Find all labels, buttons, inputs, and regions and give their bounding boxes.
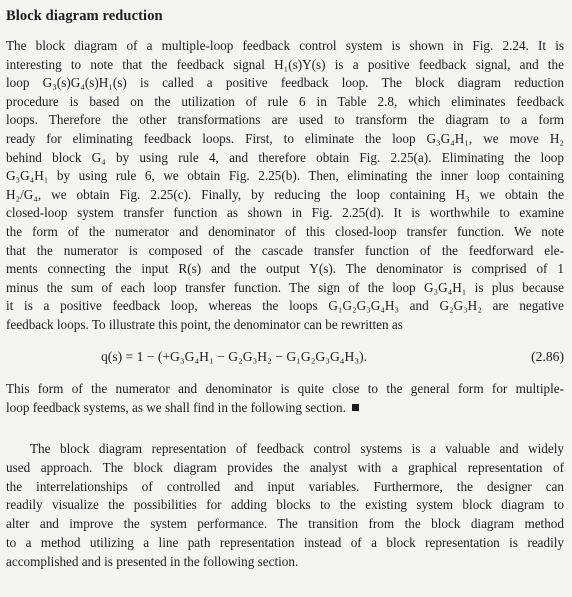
text-line: loops. Therefore the other transformations are used to transform the diagram to a form	[6, 112, 564, 128]
text-line-content: loop feedback systems, as we shall find in the following section.	[6, 399, 346, 415]
text-line: feedback loops. To illustrate this point, the denominator can be rewritten as	[6, 316, 403, 332]
text-line: loop G₃(s)G₄(s)H₁(s) is called a positive feedback loop. The block diagram reduction	[6, 75, 564, 91]
section-heading: Block diagram reduction	[6, 8, 163, 24]
end-of-example-mark	[352, 404, 359, 411]
paragraph-1	[6, 37, 564, 335]
text-line: H₂/G₄, we obtain Fig. 2.25(c). Finally, by reducing the loop containing H₃ we obtain the	[6, 186, 564, 202]
text-line: G₃G₄H₁ by using rule 6, we obtain Fig. 2.25(b). Then, eliminating the inner loop containing	[6, 168, 564, 184]
text-line: behind block G₄ by using rule 4, and therefore obtain Fig. 2.25(a). Eliminating the loop	[6, 149, 564, 165]
equation-row	[6, 349, 564, 369]
text-line-content: The block diagram representation of feedback control systems is a valuable and widely	[30, 441, 564, 456]
equation-number: (2.86)	[531, 349, 564, 364]
text-line: procedure is based on the utilization of rule 6 in Table 2.8, which eliminates feedback	[6, 93, 564, 109]
text-line: alter and improve the system performance. The transition from the block diagram method	[6, 516, 564, 532]
text-line: The block diagram of a multiple-loop feedback control system is shown in Fig. 2.24. It is	[6, 38, 564, 53]
text-line	[6, 399, 564, 418]
equation: q(s) = 1 − (+G₃G₄H₁ − G₂G₃H₂ − G₁G₂G₃G₄H₃).	[101, 349, 368, 364]
paragraph-2	[6, 380, 564, 417]
text-line: the form of the numerator and denominator of this closed-loop transfer function. We note	[6, 223, 564, 239]
text-line: closed-loop system transfer function as shown in Fig. 2.25(d). It is worthwhile to examine	[6, 205, 564, 221]
text-line: This form of the numerator and denominator is quite close to the general form for multiple-	[6, 381, 564, 396]
paragraph-3	[6, 440, 564, 572]
text-line: used approach. The block diagram provides the analyst with a graphical representation of	[6, 459, 564, 475]
text-line: interesting to note that the feedback signal H₁(s)Y(s) is a positive feedback signal, and the	[6, 56, 564, 72]
text-line: ready for eliminating feedback loops. First, to eliminate the loop G₃G₄H₁, we move H₂	[6, 130, 564, 146]
text-line: to a method utilizing a line path representation instead of a block representation is readily	[6, 534, 564, 550]
text-line	[6, 440, 564, 459]
text-line: minus the sum of each loop transfer function. The sign of the loop G₃G₄H₁ is plus because	[6, 279, 564, 295]
text-line: accomplished and is presented in the following section.	[6, 553, 299, 569]
text-line: ments connecting the input R(s) and the output Y(s). The denominator is comprised of 1	[6, 261, 564, 277]
text-line: readily visualize the possibilities for adding blocks to the existing system block diagram to	[6, 497, 564, 513]
text-line: that the numerator is composed of the cascade transfer function of the feedforward ele-	[6, 242, 564, 258]
text-line: the interrelationships of controlled and input variables. Furthermore, the designer can	[6, 478, 564, 494]
text-line: it is a positive feedback loop, whereas the loops G₁G₂G₃G₄H₃ and G₂G₃H₂ are negative	[6, 298, 564, 314]
